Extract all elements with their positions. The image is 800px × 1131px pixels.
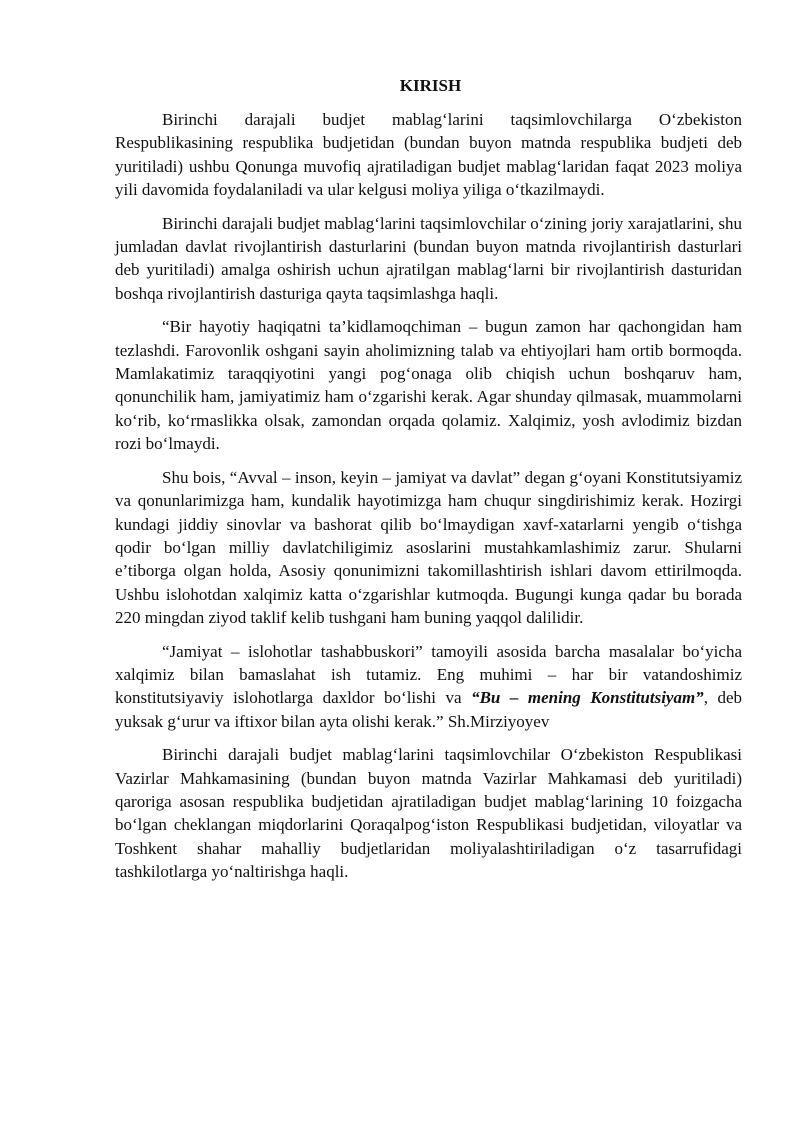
quote-text-after: , deb yuksak g‘urur va iftixor bilan ayta olishi kerak.” Sh.Mirziyoyev [115,688,742,731]
quote-text-before: “Jamiyat – islohotlar tashabbuskori” tamoyili asosida barcha masalalar bo‘yicha xalqimiz bilan bamaslahat ish tutamiz. Eng muhimi – har bir vatandoshimiz konstitutsiyaviy islohotlarga daxldor bo‘lishi va [115,641,742,708]
paragraph-constitution: Shu bois, “Avval – inson, keyin – jamiyat va davlat” degan g‘oyani Konstitutsiyamiz va qonunlarimizga ham, kundalik hayotimizga ham chuqur singdirishimiz kerak. Hozirgi kundagi jiddiy sinovlar va bashorat qilib bo‘lmaydigan xavf-xatarlarni yengib o‘tishga qodir bo‘lgan milliy davlatchiligimiz asoslarini mustahkamlashimiz zarur. Shularni e’tiborga olgan holda, Asosiy qonunimizni takomillashtirish ishlari davom ettirilmoqda. Ushbu islohotdan xalqimiz katta o‘zgarishlar kutmoqda. Bugungi kunga qadar bu borada 220 mingdan ziyod taklif kelib tushgani ham buning yaqqol dalilidir. [115,467,742,628]
paragraph-quote-society [115,640,742,734]
paragraph-final-allocation: Birinchi darajali budjet mablag‘larini taqsimlovchilar O‘zbekiston Respublikasi Vazirlar Mahkamasining (bundan buyon matnda Vazirlar Mahkamasi deb yuritiladi) qaroriga asosan respublika budjetidan ajratiladigan budjet mablag‘larining 10 foizgacha bo‘lgan cheklangan miqdorlarini Qoraqalpog‘iston Respublikasi budjetidan, viloyatlar va Toshkent shahar mahalliy budjetlaridan moliyalashtiriladigan o‘z tasarrufidagi tashkilotlarga yo‘naltirishga haqli. [115,745,742,882]
paragraph-budget-usage: Birinchi darajali budjet mablag‘larini taqsimlovchilarga O‘zbekiston Respublikasining respublika budjetidan (bundan buyon matnda respublika budjeti deb yuritiladi) ushbu Qonunga muvofiq ajratiladigan budjet mablag‘laridan faqat 2023 moliya yili davomida foydalaniladi va ular kelgusi moliya yiliga o‘tkazilmaydi. [115,110,742,200]
quote-emphasis: “Bu – mening Konstitutsiyam” [471,688,704,708]
paragraph-redistribution: Birinchi darajali budjet mablag‘larini taqsimlovchilar o‘zining joriy xarajatlarini, shu jumladan davlat rivojlantirish dasturlarini (bundan buyon matnda rivojlantirish dasturlari deb yuritiladi) amalga oshirish uchun ajratilgan mablag‘larni bir rivojlantirish dasturidan boshqa rivojlantirish dasturiga qayta taqsimlashga haqli. [115,213,742,303]
paragraph-quote-intro: “Bir hayotiy haqiqatni ta’kidlamoqchiman – bugun zamon har qachongidan ham tezlashdi. Farovonlik oshgani sayin aholimizning talab va ehtiyojlari ham ortib bormoqda. Mamlakatimiz taraqqiyotini yangi pog‘onaga olib chiqish uchun boshqaruv ham, qonunchilik ham, jamiyatimiz ham o‘zgarishi kerak. Agar shunday qilmasak, muammolarni ko‘rib, ko‘rmaslikka olsak, zamondan orqada qolamiz. Xalqimiz, yosh avlodimiz bizdan rozi bo‘lmaydi. [115,317,742,454]
document-page [115,74,742,894]
document-title: KIRISH [399,76,462,95]
